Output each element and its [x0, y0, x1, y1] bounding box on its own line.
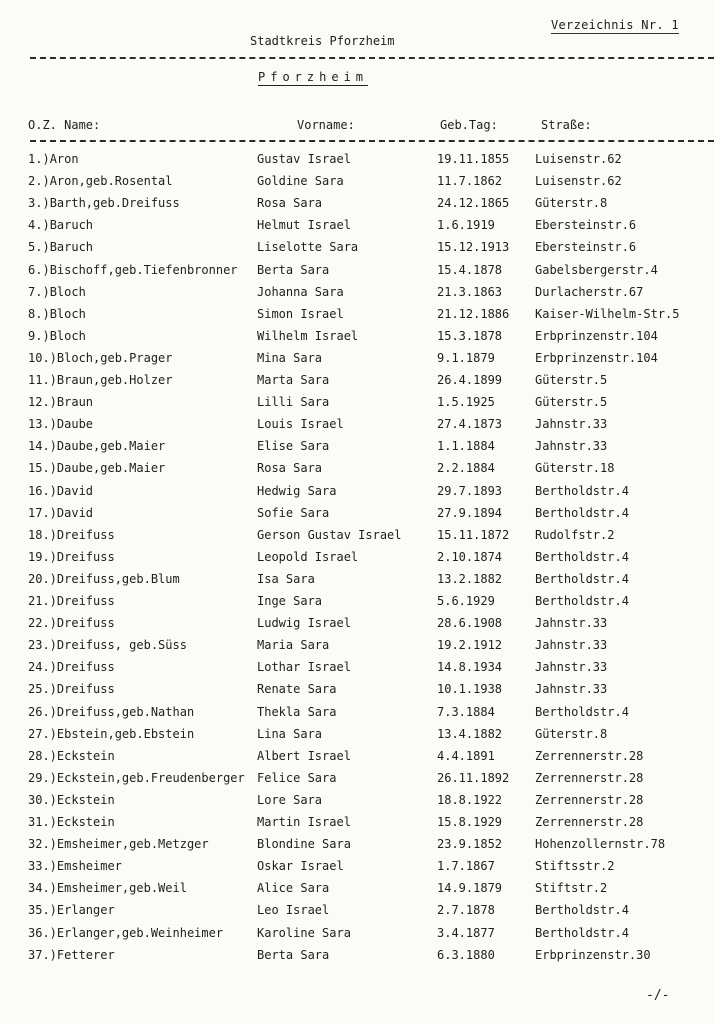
row-street: Bertholdstr.4 [535, 903, 629, 918]
divider-header [30, 140, 714, 142]
row-first-name: Thekla Sara [257, 704, 337, 719]
row-street: Hohenzollernstr.78 [535, 837, 666, 852]
table-row [0, 351, 714, 373]
table-row [0, 263, 714, 285]
row-surname: Daube,geb.Maier [56, 439, 166, 454]
row-birth-date: 14.9.1879 [437, 881, 503, 896]
row-birth-date: 9.1.1879 [437, 350, 495, 365]
row-number: 14.) [28, 439, 57, 454]
table-row [0, 506, 714, 528]
row-surname: Eckstein [56, 815, 115, 829]
table-row [0, 638, 714, 660]
row-street: Bertholdstr.4 [535, 549, 629, 564]
table-row [0, 948, 714, 970]
table-row [0, 837, 714, 859]
table-row [0, 528, 714, 550]
row-first-name: Hedwig Sara [257, 483, 337, 498]
row-number: 16.) [28, 483, 57, 498]
row-birth-date: 27.4.1873 [437, 417, 503, 432]
row-number: 17.) [28, 505, 57, 520]
row-surname: Emsheimer,geb.Metzger [56, 837, 209, 852]
row-number: 21.) [28, 594, 57, 608]
row-name [28, 395, 93, 409]
row-number: 31.) [28, 815, 57, 829]
row-number: 7.) [28, 284, 50, 299]
row-number: 15.) [28, 461, 57, 476]
row-surname: Bloch,geb.Prager [56, 350, 173, 365]
row-birth-date: 1.5.1925 [437, 395, 495, 410]
row-name [28, 506, 93, 520]
row-birth-date: 1.6.1919 [437, 218, 495, 233]
row-birth-date: 19.2.1912 [437, 638, 503, 653]
row-first-name: Martin Israel [257, 815, 351, 829]
row-street: Zerrennerstr.28 [535, 770, 644, 785]
table-row [0, 218, 714, 240]
row-number: 19.) [28, 549, 57, 564]
row-first-name: Lothar Israel [257, 660, 351, 675]
row-name [28, 771, 245, 785]
document-id: Verzeichnis Nr. 1 [551, 18, 679, 32]
row-birth-date: 5.6.1929 [437, 594, 495, 608]
row-first-name: Maria Sara [257, 638, 330, 653]
table-row [0, 329, 714, 351]
row-first-name: Inge Sara [257, 594, 323, 608]
row-name [28, 948, 115, 962]
row-surname: Dreifuss [56, 616, 115, 631]
row-birth-date: 13.2.1882 [437, 571, 503, 586]
row-birth-date: 4.4.1891 [437, 748, 495, 763]
row-name [28, 218, 93, 232]
row-first-name: Goldine Sara [257, 174, 344, 189]
row-street: Kaiser-Wilhelm-Str.5 [535, 306, 680, 321]
row-name [28, 859, 122, 873]
row-number: 33.) [28, 859, 57, 874]
row-number: 34.) [28, 881, 57, 896]
row-street: Jahnstr.33 [535, 660, 608, 675]
row-first-name: Renate Sara [257, 682, 337, 697]
table-row [0, 815, 714, 837]
row-birth-date: 2.7.1878 [437, 903, 495, 918]
row-street: Bertholdstr.4 [535, 925, 629, 940]
row-name [28, 881, 187, 895]
table-row [0, 903, 714, 925]
row-birth-date: 7.3.1884 [437, 704, 495, 719]
row-birth-date: 1.1.1884 [437, 439, 495, 454]
row-birth-date: 15.4.1878 [437, 262, 503, 277]
row-street: Jahnstr.33 [535, 616, 608, 631]
row-street: Jahnstr.33 [535, 439, 608, 454]
row-name [28, 749, 115, 763]
row-birth-date: 14.8.1934 [437, 660, 503, 675]
row-number: 5.) [28, 240, 50, 255]
row-first-name: Simon Israel [257, 306, 344, 321]
row-first-name: Leopold Israel [257, 549, 359, 564]
row-number: 24.) [28, 660, 57, 675]
row-surname: Daube [56, 417, 94, 432]
row-street: Zerrennerstr.28 [535, 815, 644, 829]
row-birth-date: 15.3.1878 [437, 328, 503, 343]
row-first-name: Alice Sara [257, 881, 330, 896]
row-first-name: Berta Sara [257, 947, 330, 962]
row-first-name: Sofie Sara [257, 505, 330, 520]
row-number: 36.) [28, 925, 57, 940]
row-street: Durlacherstr.67 [535, 284, 644, 299]
row-surname: Eckstein,geb.Freudenberger [56, 770, 245, 785]
row-name [28, 484, 93, 498]
row-name [28, 727, 194, 741]
table-row [0, 682, 714, 704]
row-number: 12.) [28, 395, 57, 410]
row-surname: Erlanger [56, 903, 115, 918]
row-surname: Eckstein [56, 792, 115, 807]
row-first-name: Oskar Israel [257, 859, 344, 874]
row-number: 3.) [28, 196, 50, 211]
row-name [28, 682, 115, 696]
row-name [28, 439, 165, 453]
row-birth-date: 11.7.1862 [437, 174, 503, 189]
row-number: 20.) [28, 571, 57, 586]
row-number: 37.) [28, 947, 57, 962]
row-name [28, 705, 194, 719]
row-birth-date: 26.11.1892 [437, 770, 510, 785]
table-row [0, 307, 714, 329]
row-number: 28.) [28, 748, 57, 763]
row-street: Zerrennerstr.28 [535, 792, 644, 807]
row-surname: Baruch [49, 218, 94, 233]
row-name [28, 285, 86, 299]
row-street: Rudolfstr.2 [535, 527, 615, 542]
row-birth-date: 23.9.1852 [437, 837, 503, 852]
row-birth-date: 3.4.1877 [437, 925, 495, 940]
header-first-name: Vorname: [297, 118, 355, 132]
row-birth-date: 19.11.1855 [437, 152, 510, 166]
row-surname: Dreifuss,geb.Blum [56, 571, 180, 586]
row-birth-date: 18.8.1922 [437, 792, 503, 807]
row-first-name: Isa Sara [257, 571, 315, 586]
table-row [0, 152, 714, 174]
row-name [28, 263, 238, 277]
row-street: Bertholdstr.4 [535, 704, 629, 719]
row-surname: Dreifuss, geb.Süss [56, 638, 187, 653]
row-name [28, 373, 173, 387]
table-row [0, 660, 714, 682]
row-name [28, 616, 115, 630]
row-number: 26.) [28, 704, 57, 719]
row-surname: Aron [49, 152, 79, 166]
row-birth-date: 15.11.1872 [437, 527, 510, 542]
row-birth-date: 29.7.1893 [437, 483, 503, 498]
row-surname: Bloch [49, 328, 86, 343]
row-birth-date: 27.9.1894 [437, 505, 503, 520]
table-row [0, 484, 714, 506]
row-number: 35.) [28, 903, 57, 918]
table-row [0, 439, 714, 461]
row-surname: Barth,geb.Dreifuss [49, 196, 180, 211]
row-first-name: Helmut Israel [257, 218, 351, 233]
row-number: 18.) [28, 527, 57, 542]
row-first-name: Lilli Sara [257, 395, 330, 410]
row-first-name: Marta Sara [257, 373, 330, 387]
table-row [0, 196, 714, 218]
row-first-name: Felice Sara [257, 770, 337, 785]
row-first-name: Ludwig Israel [257, 616, 351, 631]
row-surname: Bloch [49, 306, 86, 321]
row-surname: Dreifuss,geb.Nathan [56, 704, 195, 719]
table-row [0, 461, 714, 483]
row-first-name: Blondine Sara [257, 837, 351, 852]
row-first-name: Albert Israel [257, 748, 351, 763]
row-birth-date: 13.4.1882 [437, 726, 503, 741]
table-row [0, 793, 714, 815]
table-row [0, 749, 714, 771]
row-surname: Emsheimer,geb.Weil [56, 881, 187, 896]
row-number: 27.) [28, 726, 57, 741]
row-number: 22.) [28, 616, 57, 631]
row-street: Güterstr.18 [535, 461, 615, 476]
row-name [28, 196, 180, 210]
row-street: Erbprinzenstr.30 [535, 947, 651, 962]
row-street: Bertholdstr.4 [535, 594, 629, 608]
header-oz-name: O.Z. Name: [28, 118, 101, 132]
row-number: 6.) [28, 262, 50, 277]
row-name [28, 307, 86, 321]
row-number: 32.) [28, 837, 57, 852]
row-first-name: Liselotte Sara [257, 240, 359, 255]
row-birth-date: 2.10.1874 [437, 549, 503, 564]
row-first-name: Gustav Israel [257, 152, 351, 166]
row-surname: Dreifuss [56, 549, 115, 564]
row-surname: David [56, 483, 94, 498]
row-street: Ebersteinstr.6 [535, 218, 637, 233]
row-surname: Ebstein,geb.Ebstein [56, 726, 195, 741]
row-birth-date: 10.1.1938 [437, 682, 503, 697]
row-number: 1.) [28, 152, 50, 166]
row-birth-date: 26.4.1899 [437, 373, 503, 387]
row-birth-date: 28.6.1908 [437, 616, 503, 631]
table-row [0, 240, 714, 262]
table-row [0, 550, 714, 572]
row-street: Güterstr.5 [535, 395, 608, 410]
table-row [0, 285, 714, 307]
row-first-name: Lore Sara [257, 792, 323, 807]
row-number: 30.) [28, 792, 57, 807]
row-street: Gabelsbergerstr.4 [535, 262, 658, 277]
row-street: Güterstr.8 [535, 726, 608, 741]
row-surname: Eckstein [56, 748, 115, 763]
row-first-name: Rosa Sara [257, 196, 323, 211]
row-surname: Emsheimer [56, 859, 122, 874]
table-row [0, 594, 714, 616]
row-name [28, 528, 115, 542]
row-first-name: Mina Sara [257, 350, 323, 365]
table-row [0, 705, 714, 727]
row-surname: David [56, 505, 94, 520]
row-street: Jahnstr.33 [535, 638, 608, 653]
row-street: Luisenstr.62 [535, 174, 622, 189]
row-name [28, 351, 173, 365]
row-first-name: Rosa Sara [257, 461, 323, 476]
table-row [0, 572, 714, 594]
row-birth-date: 21.3.1863 [437, 284, 503, 299]
row-surname: Dreifuss [56, 660, 115, 675]
page-continuation-mark: -/- [646, 988, 670, 1003]
header-street: Straße: [541, 118, 592, 132]
row-name [28, 926, 223, 940]
table-row [0, 859, 714, 881]
table-row [0, 616, 714, 638]
row-street: Bertholdstr.4 [535, 505, 629, 520]
row-street: Erbprinzenstr.104 [535, 350, 658, 365]
row-birth-date: 15.12.1913 [437, 240, 510, 255]
row-surname: Daube,geb.Maier [56, 461, 166, 476]
row-first-name: Karoline Sara [257, 925, 351, 940]
row-street: Jahnstr.33 [535, 417, 608, 432]
row-surname: Bloch [49, 284, 86, 299]
row-street: Jahnstr.33 [535, 682, 608, 697]
row-first-name: Wilhelm Israel [257, 328, 359, 343]
row-street: Bertholdstr.4 [535, 571, 629, 586]
row-birth-date: 1.7.1867 [437, 859, 495, 874]
row-number: 2.) [28, 174, 50, 189]
row-street: Erbprinzenstr.104 [535, 328, 658, 343]
table-row [0, 395, 714, 417]
row-birth-date: 2.2.1884 [437, 461, 495, 476]
row-first-name: Elise Sara [257, 439, 330, 454]
row-surname: Braun [56, 395, 94, 410]
table-row [0, 373, 714, 395]
row-name [28, 903, 115, 917]
row-surname: Dreifuss [56, 594, 115, 608]
city-title: Pforzheim [258, 70, 369, 84]
row-surname: Baruch [49, 240, 94, 255]
row-street: Bertholdstr.4 [535, 483, 629, 498]
row-name [28, 461, 165, 475]
row-birth-date: 6.3.1880 [437, 947, 495, 962]
row-name [28, 837, 209, 851]
row-number: 23.) [28, 638, 57, 653]
row-street: Luisenstr.62 [535, 152, 622, 166]
row-first-name: Johanna Sara [257, 284, 344, 299]
row-street: Ebersteinstr.6 [535, 240, 637, 255]
row-name [28, 572, 180, 586]
row-surname: Dreifuss [56, 682, 115, 697]
row-first-name: Leo Israel [257, 903, 330, 918]
row-name [28, 815, 115, 829]
row-number: 9.) [28, 328, 50, 343]
row-first-name: Louis Israel [257, 417, 344, 432]
row-name [28, 174, 173, 188]
header-birth-date: Geb.Tag: [440, 118, 498, 132]
row-name [28, 417, 93, 431]
row-street: Güterstr.8 [535, 196, 608, 211]
table-row [0, 881, 714, 903]
row-number: 13.) [28, 417, 57, 432]
row-street: Stiftstr.2 [535, 881, 608, 896]
row-number: 25.) [28, 682, 57, 697]
divider-top [30, 57, 714, 59]
row-first-name: Lina Sara [257, 726, 323, 741]
row-birth-date: 15.8.1929 [437, 815, 503, 829]
row-number: 8.) [28, 306, 50, 321]
row-name [28, 594, 115, 608]
row-surname: Dreifuss [56, 527, 115, 542]
row-name [28, 240, 93, 254]
table-row [0, 174, 714, 196]
row-name [28, 793, 115, 807]
row-name [28, 152, 79, 166]
row-number: 29.) [28, 770, 57, 785]
table-row [0, 727, 714, 749]
row-first-name: Gerson Gustav Israel [257, 527, 402, 542]
row-name [28, 550, 115, 564]
row-street: Zerrennerstr.28 [535, 748, 644, 763]
row-surname: Bischoff,geb.Tiefenbronner [49, 262, 238, 277]
table-row [0, 771, 714, 793]
row-birth-date: 21.12.1886 [437, 306, 510, 321]
row-surname: Fetterer [56, 947, 115, 962]
row-surname: Erlanger,geb.Weinheimer [56, 925, 224, 940]
row-surname: Aron,geb.Rosental [49, 174, 173, 189]
table-row [0, 417, 714, 439]
row-street: Güterstr.5 [535, 373, 608, 387]
row-name [28, 660, 115, 674]
row-name [28, 329, 86, 343]
row-number: 10.) [28, 350, 57, 365]
table-row [0, 926, 714, 948]
row-birth-date: 24.12.1865 [437, 196, 510, 211]
row-first-name: Berta Sara [257, 262, 330, 277]
row-street: Stiftsstr.2 [535, 859, 615, 874]
row-surname: Braun,geb.Holzer [56, 373, 173, 387]
row-number: 4.) [28, 218, 50, 233]
district-title: Stadtkreis Pforzheim [250, 34, 395, 48]
row-name [28, 638, 187, 652]
row-number: 11.) [28, 373, 57, 387]
